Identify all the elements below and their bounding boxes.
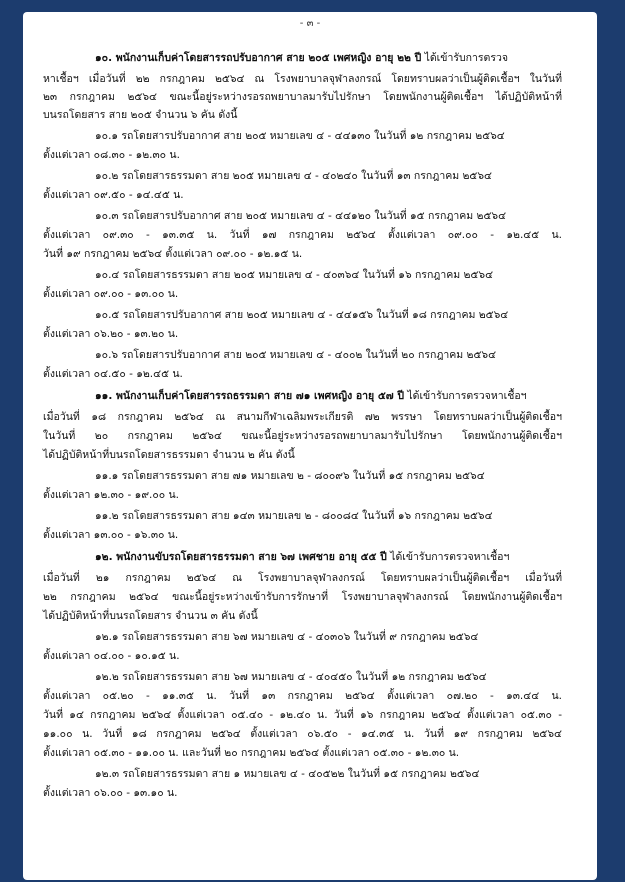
text-line: บนรถโดยสาร สาย ๒๐๕ จำนวน ๖ คัน ดังนี้ bbox=[43, 109, 238, 121]
text-line bbox=[95, 549, 509, 565]
text-line: ๑๑.๑ รถโดยสารธรรมดา สาย ๗๑ หมายเลข ๒ - ๘๐๐๙๖ ในวันที่ ๑๕ กรกฎาคม ๒๕๖๔ bbox=[95, 470, 485, 482]
text-line: ตั้งแต่เวลา ๐๔.๐๐ - ๑๐.๑๕ น. bbox=[43, 650, 180, 662]
text-line bbox=[95, 388, 527, 404]
section-heading: ๑๑. พนักงานเก็บค่าโดยสารรถธรรมดา สาย ๗๑ เพศหญิง อายุ ๕๗ ปี bbox=[95, 390, 405, 402]
text-line: ได้ปฏิบัติหน้าที่บนรถโดยสาร จำนวน ๓ คัน ดังนี้ bbox=[43, 610, 258, 622]
text-line: เมื่อวันที่ ๒๑ กรกฎาคม ๒๕๖๔ ณ โรงพยาบาลจุฬาลงกรณ์ โดยทราบผลว่าเป็นผู้ติดเชื้อฯ เมื่อวันที่ bbox=[43, 572, 562, 584]
section-heading: ๑๐. พนักงานเก็บค่าโดยสารรถปรับอากาศ สาย ๒๐๕ เพศหญิง อายุ ๒๒ ปี bbox=[95, 52, 422, 64]
text-line: ๑๒.๒ รถโดยสารธรรมดา สาย ๖๗ หมายเลข ๔ - ๔๐๔๕๐ ในวันที่ ๑๒ กรกฎาคม ๒๕๖๔ bbox=[95, 671, 487, 683]
text-line: ๑๒.๑ รถโดยสารธรรมดา สาย ๖๗ หมายเลข ๔ - ๔๐๓๐๖ ในวันที่ ๙ กรกฎาคม ๒๕๖๔ bbox=[95, 631, 479, 643]
text-line: ตั้งแต่เวลา ๐๙.๐๐ - ๑๓.๐๐ น. bbox=[43, 288, 179, 300]
text-line: ได้ปฏิบัติหน้าที่บนรถโดยสารธรรมดา จำนวน ๒ คัน ดังนี้ bbox=[43, 449, 295, 461]
section-heading: ๑๒. พนักงานขับรถโดยสารธรรมดา สาย ๖๗ เพศชาย อายุ ๕๕ ปี bbox=[95, 551, 387, 563]
text-line: ๑๐.๕ รถโดยสารปรับอากาศ สาย ๒๐๕ หมายเลข ๔ - ๔๔๑๕๖ ในวันที่ ๑๘ กรกฎาคม ๒๕๖๔ bbox=[95, 309, 509, 321]
text-line: ตั้งแต่เวลา ๐๔.๕๐ - ๑๒.๔๕ น. bbox=[43, 368, 183, 380]
text-line: ตั้งแต่เวลา ๐๖.๐๐ - ๑๓.๑๐ น. bbox=[43, 787, 178, 799]
text-line: ตั้งแต่เวลา ๐๘.๓๐ - ๑๒.๓๐ น. bbox=[43, 149, 180, 161]
text-line bbox=[95, 50, 508, 66]
text-line: ๑๐.๔ รถโดยสารธรรมดา สาย ๒๐๕ หมายเลข ๔ - ๔๐๓๖๔ ในวันที่ ๑๖ กรกฎาคม ๒๕๖๔ bbox=[95, 269, 494, 281]
text-line: ตั้งแต่เวลา ๐๙.๓๐ - ๑๓.๓๕ น. วันที่ ๑๗ กรกฎาคม ๒๕๖๔ ตั้งแต่เวลา ๐๙.๐๐ - ๑๒.๔๕ น. bbox=[43, 229, 562, 241]
text-line: ๑๐.๓ รถโดยสารปรับอากาศ สาย ๒๐๕ หมายเลข ๔ - ๔๔๑๒๐ ในวันที่ ๑๕ กรกฎาคม ๒๕๖๔ bbox=[95, 210, 507, 222]
document-page bbox=[23, 12, 597, 880]
text-line: เมื่อวันที่ ๑๘ กรกฎาคม ๒๕๖๔ ณ สนามกีฬาเฉลิมพระเกียรติ ๗๒ พรรษา โดยทราบผลว่าเป็นผู้ติดเชื้อฯ bbox=[43, 411, 562, 423]
text-line: ๑๐.๑ รถโดยสารปรับอากาศ สาย ๒๐๕ หมายเลข ๔ - ๔๔๑๓๐ ในวันที่ ๑๒ กรกฎาคม ๒๕๖๔ bbox=[95, 130, 505, 142]
text-line: ๑๑.๒ รถโดยสารธรรมดา สาย ๑๔๓ หมายเลข ๒ - ๘๐๐๘๔ ในวันที่ ๑๖ กรกฎาคม ๒๕๖๔ bbox=[95, 510, 493, 522]
page-number: - ๓ - bbox=[299, 18, 321, 29]
text-line: ตั้งแต่เวลา ๐๙.๕๐ - ๑๔.๔๕ น. bbox=[43, 189, 184, 201]
text-line: วันที่ ๑๙ กรกฎาคม ๒๕๖๔ ตั้งแต่เวลา ๐๙.๐๐ - ๑๒.๑๕ น. bbox=[43, 248, 303, 260]
text-line: ตั้งแต่เวลา ๐๖.๒๐ - ๑๓.๒๐ น. bbox=[43, 328, 179, 340]
heading-continuation: ได้เข้ารับการตรวจหาเชื้อฯ bbox=[386, 551, 510, 563]
text-line: ๑๐.๖ รถโดยสารปรับอากาศ สาย ๒๐๕ หมายเลข ๔ - ๔๐๐๒ ในวันที่ ๒๐ กรกฎาคม ๒๕๖๔ bbox=[95, 349, 497, 361]
text-line: ตั้งแต่เวลา ๑๒.๓๐ - ๑๙.๐๐ น. bbox=[43, 489, 180, 501]
text-line: ๑๑.๐๐ น. วันที่ ๑๘ กรกฎาคม ๒๕๖๔ ตั้งแต่เวลา ๐๖.๕๐ - ๑๔.๓๕ น. วันที่ ๑๙ กรกฎาคม ๒๕๖๔ bbox=[43, 728, 562, 740]
text-line: ในวันที่ ๒๐ กรกฎาคม ๒๕๖๔ ขณะนี้อยู่ระหว่างรอรถพยาบาลมารับไปรักษา โดยพนักงานผู้ติดเชื้อฯ bbox=[43, 430, 562, 442]
text-line: ตั้งแต่เวลา ๐๕.๒๐ - ๑๑.๓๕ น. วันที่ ๑๓ กรกฎาคม ๒๕๖๔ ตั้งแต่เวลา ๐๗.๒๐ - ๑๓.๔๔ น. bbox=[43, 690, 562, 702]
text-line: ๒๓ กรกฎาคม ๒๕๖๔ ขณะนี้อยู่ระหว่างรอรถพยาบาลมารับไปรักษา โดยพนักงานผู้ติดเชื้อฯ ได้ปฏิบัติหน้าที่ bbox=[43, 91, 562, 103]
text-line: ๑๒.๓ รถโดยสารธรรมดา สาย ๑ หมายเลข ๔ - ๔๐๕๒๒ ในวันที่ ๑๕ กรกฎาคม ๒๕๖๔ bbox=[95, 768, 480, 780]
text-line: ตั้งแต่เวลา ๑๓.๐๐ - ๑๖.๓๐ น. bbox=[43, 529, 179, 541]
text-line: ตั้งแต่เวลา ๐๕.๓๐ - ๑๑.๐๐ น. และวันที่ ๒๐ กรกฎาคม ๒๕๖๔ ตั้งแต่เวลา ๐๕.๓๐ - ๑๒.๓๐ น. bbox=[43, 747, 460, 759]
text-line: วันที่ ๑๔ กรกฎาคม ๒๕๖๔ ตั้งแต่เวลา ๐๕.๔๐ - ๑๒.๔๐ น. วันที่ ๑๖ กรกฎาคม ๒๕๖๔ ตั้งแต่เวลา ๐๕.๓๐ - bbox=[43, 709, 562, 721]
text-line: ๒๒ กรกฎาคม ๒๕๖๔ ขณะนี้อยู่ระหว่างเข้ารับการรักษาที่ โรงพยาบาลจุฬาลงกรณ์ โดยพนักงานผู้ติดเชื้อฯ bbox=[43, 591, 562, 603]
heading-continuation: ได้เข้ารับการตรวจหาเชื้อฯ bbox=[404, 390, 527, 402]
heading-continuation: ได้เข้ารับการตรวจ bbox=[421, 52, 509, 64]
text-line: ๑๐.๒ รถโดยสารธรรมดา สาย ๒๐๕ หมายเลข ๔ - ๔๐๒๔๐ ในวันที่ ๑๓ กรกฎาคม ๒๕๖๔ bbox=[95, 170, 492, 182]
text-line: หาเชื้อฯ เมื่อวันที่ ๒๒ กรกฎาคม ๒๕๖๔ ณ โรงพยาบาลจุฬาลงกรณ์ โดยทราบผลว่าเป็นผู้ติดเชื้อฯ ในวันที่ bbox=[43, 73, 562, 85]
